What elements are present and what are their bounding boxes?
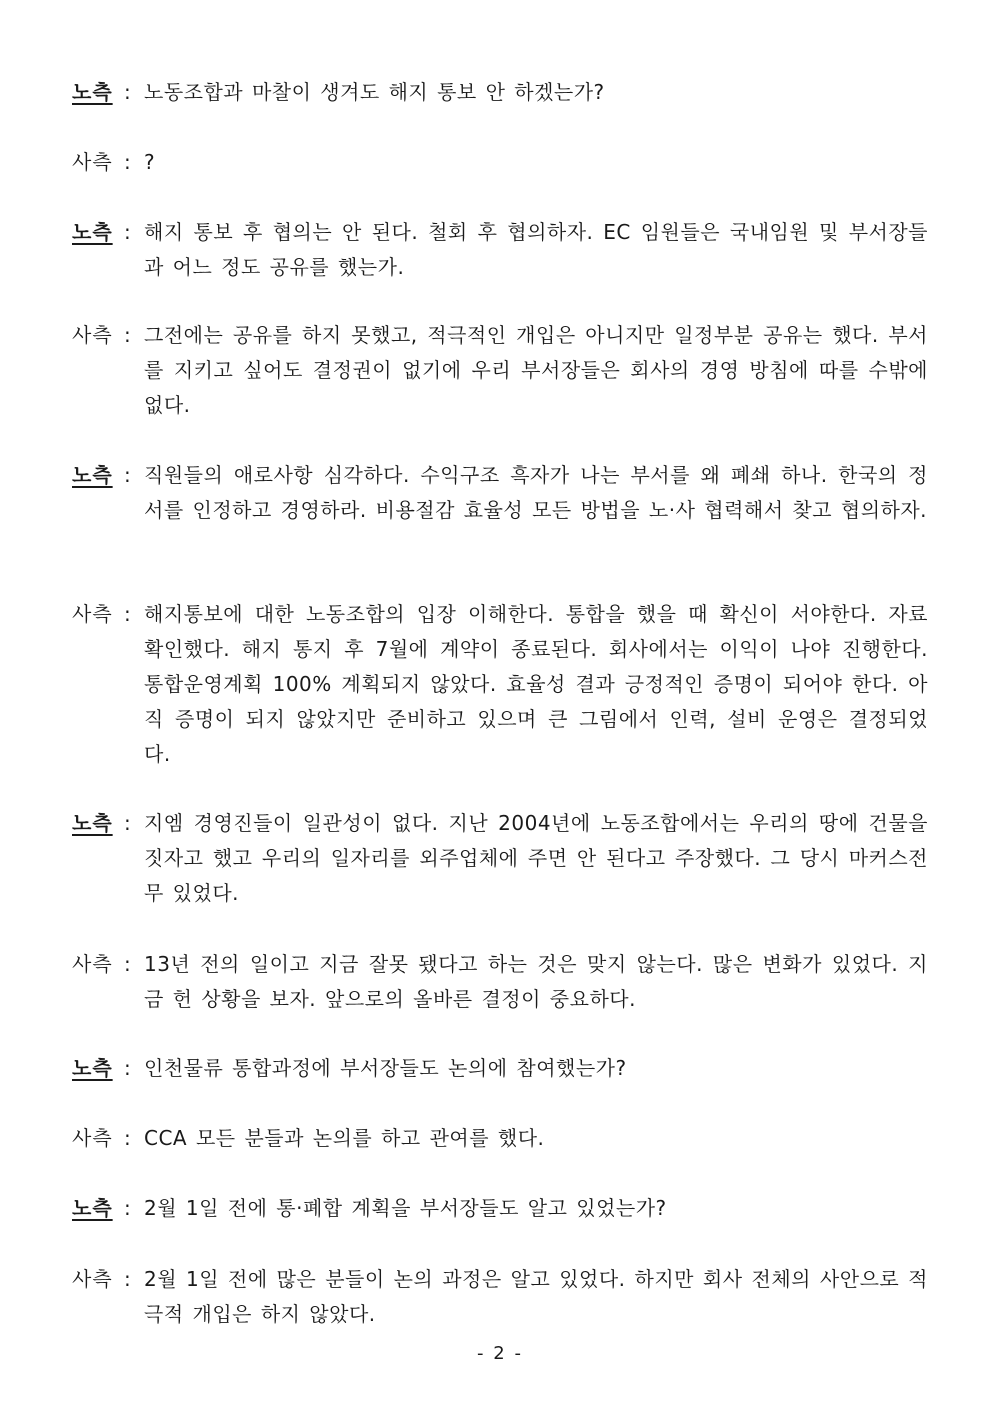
statement-text: 그전에는 공유를 하지 못했고, 적극적인 개입은 아니지만 일정부분 공유는 했다. 부서를 지키고 싶어도 결정권이 없기에 우리 부서장들은 회사의 경영 방침에 따를 수밖에 없다.	[144, 323, 928, 417]
statement-union-5	[72, 1051, 928, 1086]
statement-text: 해지 통보 후 협의는 안 된다. 철회 후 협의하자. EC 임원들은 국내임원 및 부서장들과 어느 정도 공유를 했는가.	[144, 220, 928, 279]
speaker-label: 노측	[72, 220, 113, 244]
colon-separator: :	[124, 1126, 131, 1150]
colon-separator: :	[124, 1056, 131, 1080]
statement-company-3	[72, 597, 928, 772]
statement-text: CCA 모든 분들과 논의를 하고 관여를 했다.	[144, 1126, 545, 1150]
statement-union-1	[72, 75, 928, 110]
speaker-label: 노측	[72, 463, 113, 487]
statement-company-6	[72, 1262, 928, 1332]
statement-text: 지엠 경영진들이 일관성이 없다. 지난 2004년에 노동조합에서는 우리의 땅에 건물을 짓자고 했고 우리의 일자리를 외주업체에 주면 안 된다고 주장했다. 그 당시 마커스전무 있었다.	[144, 811, 928, 905]
speaker-label: 사측	[72, 1267, 113, 1291]
colon-separator: :	[124, 602, 131, 626]
statement-union-6	[72, 1191, 928, 1226]
statement-union-3	[72, 458, 928, 528]
page-number: - 2 -	[477, 1343, 523, 1364]
statement-text: ?	[144, 150, 156, 174]
statement-company-2	[72, 318, 928, 423]
colon-separator: :	[124, 952, 131, 976]
colon-separator: :	[124, 811, 131, 835]
statement-text: 해지통보에 대한 노동조합의 입장 이해한다. 통합을 했을 때 확신이 서야한다. 자료 확인했다. 해지 통지 후 7월에 계약이 종료된다. 회사에서는 이익이 나야 진행한다. 통합운영계획 100% 계획되지 않았다. 효율성 결과 긍정적인 증명이 되어야 한다. 아직 증명이 되지 않았지만 준비하고 있으며 큰 그림에서 인력, 설비 운영은 결정되었다.	[144, 602, 928, 766]
colon-separator: :	[124, 323, 131, 347]
colon-separator: :	[124, 1196, 131, 1220]
statement-text: 2월 1일 전에 통·폐합 계획을 부서장들도 알고 있었는가?	[144, 1196, 667, 1220]
speaker-label: 노측	[72, 811, 113, 835]
speaker-label: 노측	[72, 1056, 113, 1080]
statement-company-5	[72, 1121, 928, 1156]
statement-union-2	[72, 215, 928, 285]
statement-union-4	[72, 806, 928, 911]
speaker-label: 사측	[72, 952, 113, 976]
statement-company-1	[72, 145, 928, 180]
colon-separator: :	[124, 80, 131, 104]
speaker-label: 노측	[72, 80, 113, 104]
speaker-label: 노측	[72, 1196, 113, 1220]
statement-text: 2월 1일 전에 많은 분들이 논의 과정은 알고 있었다. 하지만 회사 전체의 사안으로 적극적 개입은 하지 않았다.	[144, 1267, 928, 1326]
statement-text: 인천물류 통합과정에 부서장들도 논의에 참여했는가?	[144, 1056, 627, 1080]
speaker-label: 사측	[72, 602, 113, 626]
speaker-label: 사측	[72, 1126, 113, 1150]
colon-separator: :	[124, 150, 131, 174]
speaker-label: 사측	[72, 323, 113, 347]
statement-company-4	[72, 947, 928, 1017]
statement-text: 13년 전의 일이고 지금 잘못 됐다고 하는 것은 맞지 않는다. 많은 변화가 있었다. 지금 헌 상황을 보자. 앞으로의 올바른 결정이 중요하다.	[144, 952, 928, 1011]
statement-text: 노동조합과 마찰이 생겨도 해지 통보 안 하겠는가?	[144, 80, 605, 104]
colon-separator: :	[124, 463, 131, 487]
statement-text: 직원들의 애로사항 심각하다. 수익구조 흑자가 나는 부서를 왜 폐쇄 하나. 한국의 정서를 인정하고 경영하라. 비용절감 효율성 모든 방법을 노·사 협력해서 찾고 협의하자.	[144, 463, 928, 522]
colon-separator: :	[124, 220, 131, 244]
colon-separator: :	[124, 1267, 131, 1291]
speaker-label: 사측	[72, 150, 113, 174]
